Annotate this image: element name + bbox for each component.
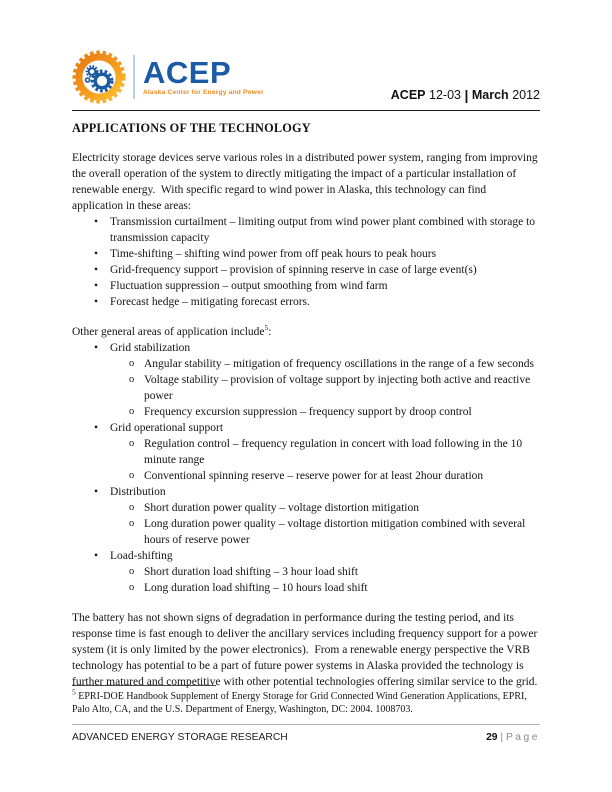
list-item-text: Long duration power quality – voltage distortion mitigation combined with several hours of reserve power xyxy=(144,518,526,546)
footnote-number: 5 xyxy=(72,687,76,697)
bullet-icon: o xyxy=(129,517,135,529)
bullet-icon: o xyxy=(129,581,135,593)
sub-list-item xyxy=(72,404,540,420)
logo-divider xyxy=(133,55,135,99)
doc-ref-year: 2012 xyxy=(512,88,540,102)
list-item-text: Conventional spinning reserve – reserve power for at least 2hour duration xyxy=(144,470,484,482)
bullet-icon: • xyxy=(94,422,99,434)
list-item-text: Long duration load shifting – 10 hours load shift xyxy=(144,582,368,594)
bullet-icon: o xyxy=(129,501,135,513)
bullet-icon: o xyxy=(129,437,135,449)
bullet-icon: o xyxy=(129,373,135,385)
list-item xyxy=(72,548,540,564)
list-item-text: Load-shifting xyxy=(110,550,173,562)
bullet-icon: • xyxy=(94,342,99,354)
footnote-text xyxy=(72,687,540,716)
page-number: 29 xyxy=(486,732,498,743)
sub-list-item xyxy=(72,468,540,484)
other-areas-intro-suffix: : xyxy=(268,326,272,338)
bullet-icon: o xyxy=(129,405,135,417)
list-item-text: Distribution xyxy=(110,486,166,498)
list-item xyxy=(72,420,540,436)
sub-list-item xyxy=(72,500,540,516)
list-item xyxy=(72,340,540,356)
application-areas-list xyxy=(72,214,540,310)
footnote-separator xyxy=(72,685,216,686)
doc-ref-org: ACEP xyxy=(390,88,426,102)
closing-paragraph: The battery has not shown signs of degradation in performance during the testing period, and its response time is fast enough to deliver the ancillary services including frequency support for a power system (it is only limited by the power electronics). From a renewable energy perspective the VRB technology has potential to be a part of future power systems in Alaska provided the technology is further matured and competitive with other potential technologies offering similar service to the grid. xyxy=(72,612,541,688)
list-item-text: Grid operational support xyxy=(110,422,224,434)
sub-list-item xyxy=(72,372,540,404)
bullet-icon: • xyxy=(94,486,99,498)
other-areas-intro xyxy=(72,324,540,340)
intro-paragraph: Electricity storage devices serve various roles in a distributed power system, ranging from improving the overall operation of the system to directly mitigating the impact of a particular installation of renewable energy. With specific regard to wind power in Alaska, this technology can find application in these areas: xyxy=(72,152,541,212)
list-item xyxy=(72,278,540,294)
list-item-text: Short duration power quality – voltage distortion mitigation xyxy=(144,502,420,514)
bullet-icon: • xyxy=(94,264,99,276)
bullet-icon: o xyxy=(129,469,135,481)
logo-tagline: Alaska Center for Energy and Power xyxy=(143,88,264,96)
footer-page-word: Page xyxy=(505,732,540,743)
logo-wordmark: ACEP xyxy=(143,54,232,90)
sub-list-item xyxy=(72,356,540,372)
list-item-text: Transmission curtailment – limiting output from wind power plant combined with storage to transmission capacity xyxy=(110,216,536,244)
footnote-block xyxy=(72,685,540,716)
sub-list-item xyxy=(72,516,540,548)
footer-separator: | xyxy=(497,732,506,743)
sub-list-item xyxy=(72,436,540,468)
list-item-text: Time-shifting – shifting wind power from off peak hours to peak hours xyxy=(110,248,437,260)
list-item-text: Regulation control – frequency regulation in concert with load following in the 10 minute range xyxy=(144,438,523,466)
sub-list-item xyxy=(72,580,540,596)
footnote-reference[interactable]: 5 xyxy=(264,323,269,333)
list-item xyxy=(72,262,540,278)
bullet-icon: • xyxy=(94,280,99,292)
list-item-text: Grid stabilization xyxy=(110,342,191,354)
general-areas-list xyxy=(72,340,540,596)
page-header xyxy=(72,50,540,111)
acep-logo xyxy=(72,50,264,104)
list-item-text: Short duration load shifting – 3 hour load shift xyxy=(144,566,359,578)
page-content xyxy=(72,120,540,690)
doc-ref-number: 12-03 xyxy=(429,88,461,102)
list-item xyxy=(72,214,540,246)
bullet-icon: • xyxy=(94,550,99,562)
logo-text xyxy=(143,54,264,97)
footer-page-indicator xyxy=(486,730,540,746)
bullet-icon: • xyxy=(94,296,99,308)
section-title: APPLICATIONS OF THE TECHNOLOGY xyxy=(72,121,311,135)
doc-ref-month: March xyxy=(471,88,509,102)
list-item-text: Voltage stability – provision of voltage support by injecting both active and reactive power xyxy=(144,374,531,402)
list-item-text: Fluctuation suppression – output smoothing from wind farm xyxy=(110,280,388,292)
bullet-icon: o xyxy=(129,357,135,369)
list-item xyxy=(72,294,540,310)
list-item-text: Forecast hedge – mitigating forecast errors. xyxy=(110,296,310,308)
bullet-icon: • xyxy=(94,248,99,260)
footer-report-title: ADVANCED ENERGY STORAGE RESEARCH xyxy=(72,732,288,743)
list-item-text: Grid-frequency support – provision of spinning reserve in case of large event(s) xyxy=(110,264,477,276)
other-areas-intro-text: Other general areas of application include xyxy=(72,326,265,338)
list-item-text: Angular stability – mitigation of frequency oscillations in the range of a few seconds xyxy=(144,358,534,370)
doc-reference xyxy=(391,86,540,104)
list-item xyxy=(72,246,540,262)
doc-ref-separator: | xyxy=(464,87,469,103)
acep-gear-icon xyxy=(72,50,126,104)
sub-list-item xyxy=(72,564,540,580)
bullet-icon: o xyxy=(129,565,135,577)
list-item xyxy=(72,484,540,500)
bullet-icon: • xyxy=(94,216,99,228)
list-item-text: Frequency excursion suppression – frequency support by droop control xyxy=(144,406,472,418)
footnote-citation: EPRI-DOE Handbook Supplement of Energy Storage for Grid Connected Wind Generation Applications, EPRI, Palo Alto, CA, and the U.S. Department of Energy, Washington, DC: 2004. 1008703. xyxy=(72,691,527,715)
page-footer xyxy=(72,724,540,746)
